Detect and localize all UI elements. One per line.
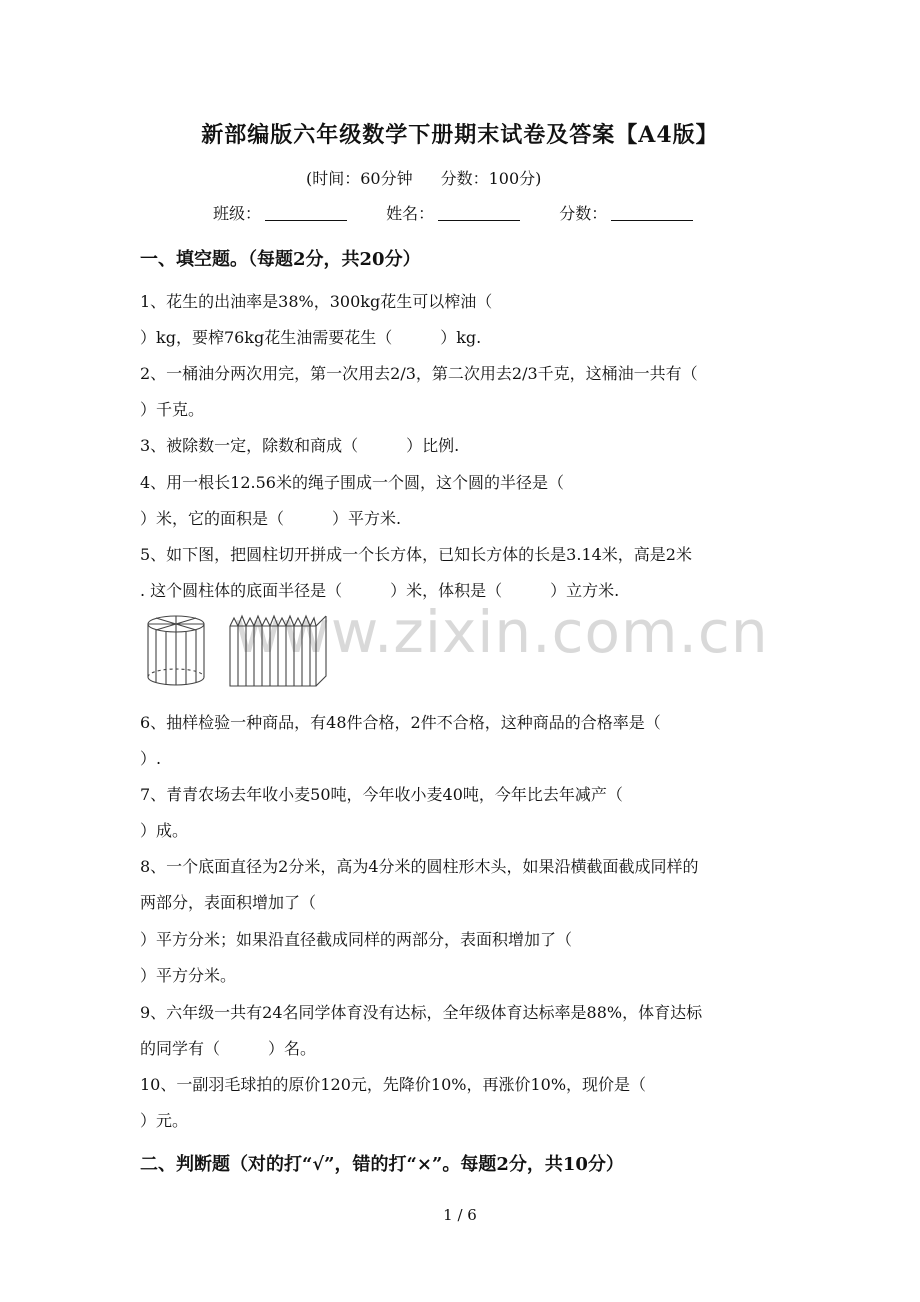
page-title: 新部编版六年级数学下册期末试卷及答案【A4版】 bbox=[201, 122, 719, 148]
question-line: 10、一副羽毛球拍的原价120元，先降价10%，再涨价10%，现价是（ bbox=[140, 1075, 647, 1094]
question-line: 3、被除数一定，除数和商成（ ）比例. bbox=[140, 436, 460, 455]
exam-score: 分数：100分) bbox=[440, 169, 542, 188]
question-line: 两部分，表面积增加了（ bbox=[140, 893, 317, 912]
exam-time: (时间：60分钟 bbox=[306, 169, 413, 188]
score-field: 分数： bbox=[559, 201, 693, 224]
name-field: 姓名： bbox=[386, 201, 520, 224]
question-line: ）成。 bbox=[140, 821, 189, 840]
exam-info bbox=[306, 166, 569, 189]
watermark: www.zixin.com.cn bbox=[234, 598, 769, 666]
section-1-heading: 一、填空题。（每题2分，共20分） bbox=[140, 249, 421, 270]
class-blank bbox=[265, 204, 347, 221]
question-line: 4、用一根长12.56米的绳子围成一个圆，这个圆的半径是（ bbox=[140, 473, 564, 492]
page-number: 1 / 6 bbox=[443, 1206, 477, 1224]
question-line: ）平方分米。 bbox=[140, 966, 237, 985]
question-line: . 这个圆柱体的底面半径是（ ）米，体积是（ ）立方米. bbox=[140, 581, 620, 600]
question-line: ）平方分米；如果沿直径截成同样的两部分，表面积增加了（ bbox=[140, 930, 573, 949]
question-line: 6、抽样检验一种商品，有48件合格，2件不合格，这种商品的合格率是（ bbox=[140, 713, 661, 732]
question-line: 9、六年级一共有24名同学体育没有达标，全年级体育达标率是88%，体育达标 bbox=[140, 1003, 703, 1022]
question-line: 7、青青农场去年收小麦50吨，今年收小麦40吨，今年比去年减产（ bbox=[140, 785, 623, 804]
student-fields bbox=[213, 201, 727, 224]
question-line: 2、一桶油分两次用完，第一次用去2/3，第二次用去2/3千克，这桶油一共有（ bbox=[140, 364, 698, 383]
question-line: 8、一个底面直径为2分米，高为4分米的圆柱形木头，如果沿横截面截成同样的 bbox=[140, 857, 699, 876]
question-line: ）kg，要榨76kg花生油需要花生（ ）kg. bbox=[140, 328, 482, 347]
question-line: ）千克。 bbox=[140, 400, 205, 419]
question-line: 1、花生的出油率是38%，300kg花生可以榨油（ bbox=[140, 292, 493, 311]
section-2-heading: 二、判断题（对的打“√”，错的打“×”。每题2分，共10分） bbox=[140, 1154, 624, 1175]
question-line: ）元。 bbox=[140, 1111, 189, 1130]
score-blank bbox=[611, 204, 693, 221]
question-line: 的同学有（ ）名。 bbox=[140, 1039, 317, 1058]
cylinder-shape bbox=[148, 616, 204, 685]
question-line: ）. bbox=[140, 749, 162, 768]
name-blank bbox=[438, 204, 520, 221]
class-field: 班级： bbox=[213, 201, 347, 224]
cuboid-shape bbox=[230, 616, 326, 686]
cylinder-to-cuboid-figure bbox=[145, 612, 345, 692]
question-line: 5、如下图，把圆柱切开拼成一个长方体，已知长方体的长是3.14米，高是2米 bbox=[140, 545, 692, 564]
question-line: ）米，它的面积是（ ）平方米. bbox=[140, 509, 402, 528]
